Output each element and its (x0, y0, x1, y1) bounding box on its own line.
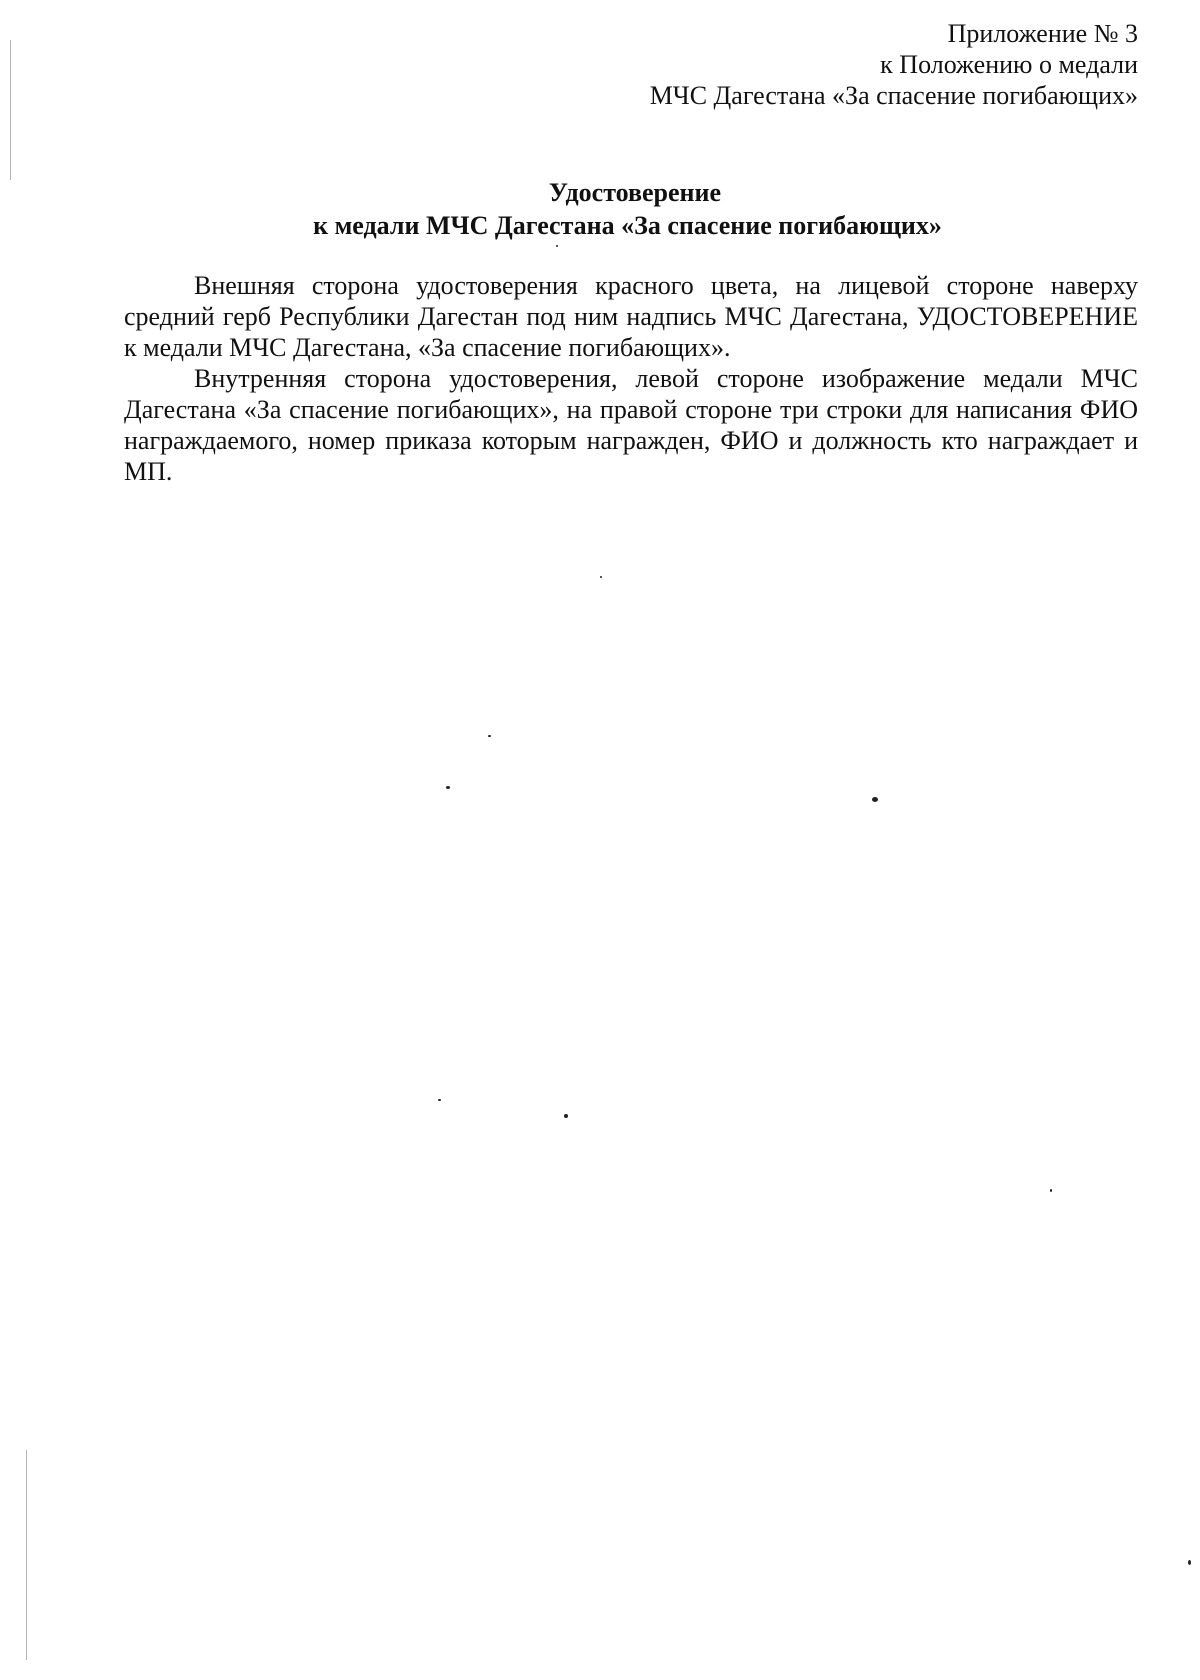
scan-speck (446, 786, 450, 789)
appendix-line-2: к Положению о медали (880, 50, 1138, 79)
paragraph-inner-side: Внутренняя сторона удостоверения, левой стороне изображение медали МЧС Дагестана «За спасение погибающих», на правой стороне три строки для написания ФИО награждаемого, номер приказа которым награжден, ФИО и должность кто награждает и МП. (124, 364, 1138, 486)
document-title (0, 176, 1200, 242)
appendix-line-1: Приложение № 3 (947, 19, 1138, 48)
scan-speck (438, 1099, 441, 1101)
document-body (124, 270, 1138, 487)
scan-speck (872, 797, 878, 802)
scan-speck (556, 245, 558, 247)
appendix-header (438, 18, 1138, 111)
scan-speck (1050, 1189, 1052, 1192)
scan-speck (488, 735, 491, 737)
title-line-2: к медали МЧС Дагестана «За спасение погибающих» (313, 211, 942, 240)
scan-margin-line-bottom (26, 1450, 27, 1660)
title-line-1: Удостоверение (548, 178, 722, 207)
scan-speck (600, 576, 602, 578)
paragraph-outer-side: Внешняя сторона удостоверения красного цвета, на лицевой стороне наверху средний герб Республики Дагестан под ним надпись МЧС Дагестана, УДОСТОВЕРЕНИЕ к медали МЧС Дагестана, «За спасение погибающих». (124, 271, 1138, 362)
scan-speck (564, 1114, 568, 1118)
appendix-line-3: МЧС Дагестана «За спасение погибающих» (649, 81, 1138, 110)
scan-speck (1188, 1560, 1191, 1565)
scan-margin-line-top (10, 40, 11, 180)
